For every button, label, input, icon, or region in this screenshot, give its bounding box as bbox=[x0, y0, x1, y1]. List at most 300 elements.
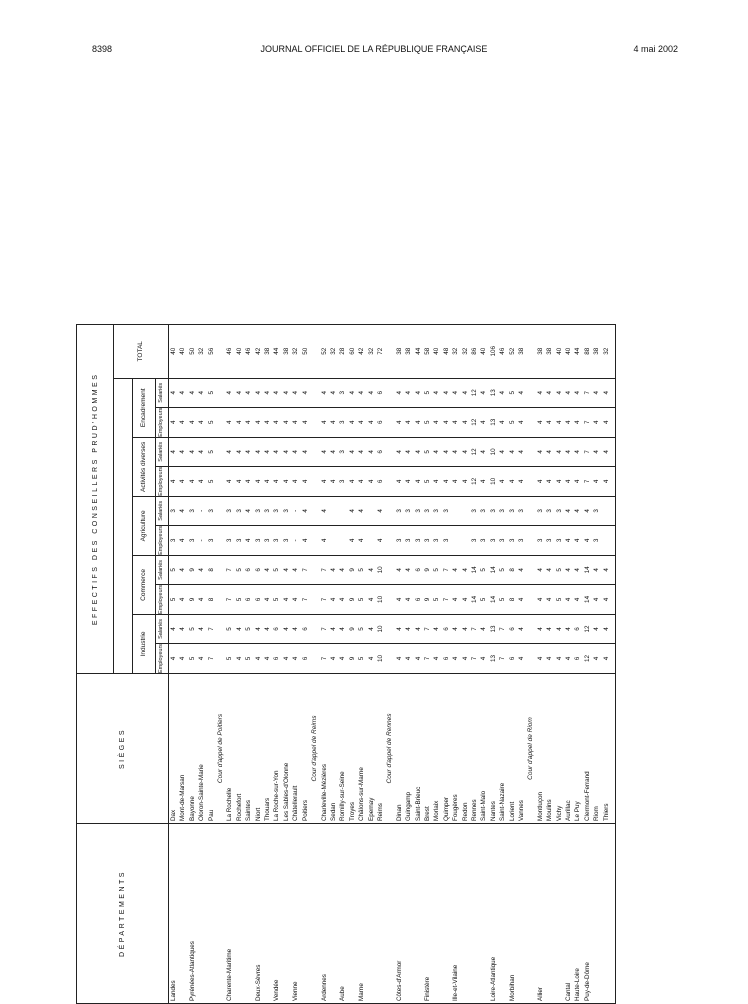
count-cell: 6 bbox=[414, 555, 423, 584]
count-cell: 4 bbox=[602, 437, 611, 466]
total-cell bbox=[526, 324, 535, 378]
count-cell: 6 bbox=[376, 407, 385, 437]
count-cell bbox=[367, 496, 376, 525]
count-cell: 7 bbox=[207, 643, 216, 673]
count-cell: 7 bbox=[583, 437, 592, 466]
count-cell: 3 bbox=[282, 525, 291, 555]
count-cell: 4 bbox=[263, 555, 272, 584]
table-row bbox=[329, 324, 338, 1003]
count-cell: 4 bbox=[367, 466, 376, 496]
count-cell: 6 bbox=[442, 614, 451, 643]
count-cell: 7 bbox=[583, 378, 592, 407]
count-cell: 4 bbox=[498, 437, 507, 466]
total-cell bbox=[385, 324, 394, 378]
count-cell: 4 bbox=[479, 437, 488, 466]
count-cell: 13 bbox=[489, 378, 498, 407]
count-cell: 5 bbox=[479, 584, 488, 614]
count-cell: 3 bbox=[442, 525, 451, 555]
count-cell: 4 bbox=[461, 466, 470, 496]
count-cell: 4 bbox=[254, 643, 263, 673]
count-cell: 4 bbox=[197, 407, 206, 437]
count-cell: 4 bbox=[498, 378, 507, 407]
count-cell: 3 bbox=[272, 496, 281, 525]
count-cell: 4 bbox=[564, 584, 573, 614]
count-cell: 5 bbox=[207, 378, 216, 407]
count-cell: 7 bbox=[442, 555, 451, 584]
count-cell: 12 bbox=[470, 437, 479, 466]
count-cell: 3 bbox=[498, 496, 507, 525]
count-cell: 4 bbox=[564, 643, 573, 673]
count-cell: 4 bbox=[583, 496, 592, 525]
count-cell: 4 bbox=[592, 555, 601, 584]
siege-cell: La Roche-sur-Yon bbox=[272, 674, 281, 824]
section-header-activites-diverses: Activités diverses bbox=[133, 437, 156, 496]
section-header-encadrement: Encadrement bbox=[133, 378, 156, 437]
table-row bbox=[517, 324, 526, 1003]
col-header-effectifs: EFFECTIFS DES CONSEILLERS PRUD'HOMMES bbox=[77, 324, 114, 673]
count-cell: 10 bbox=[376, 555, 385, 584]
count-cell: 4 bbox=[479, 643, 488, 673]
count-cell: 4 bbox=[564, 466, 573, 496]
count-cell: 4 bbox=[178, 643, 187, 673]
count-cell: 4 bbox=[188, 437, 197, 466]
count-cell: 7 bbox=[470, 614, 479, 643]
count-cell: 4 bbox=[244, 496, 253, 525]
count-cell: 3 bbox=[555, 525, 564, 555]
total-cell: 106 bbox=[489, 324, 498, 378]
count-cell: 10 bbox=[489, 437, 498, 466]
count-cell: 4 bbox=[320, 525, 329, 555]
count-cell: 4 bbox=[414, 378, 423, 407]
total-cell: 50 bbox=[301, 324, 310, 378]
total-cell: 40 bbox=[555, 324, 564, 378]
count-cell: 4 bbox=[555, 437, 564, 466]
siege-cell: Saint-Malo bbox=[479, 674, 488, 824]
count-cell: 5 bbox=[207, 437, 216, 466]
departement-cell: Deux-Sèvres bbox=[254, 824, 263, 1004]
count-cell: 4 bbox=[225, 466, 234, 496]
count-cell: 4 bbox=[555, 643, 564, 673]
siege-cell: Epernay bbox=[367, 674, 376, 824]
count-cell: 9 bbox=[348, 555, 357, 584]
siege-cell: Quimper bbox=[442, 674, 451, 824]
count-cell: 12 bbox=[470, 407, 479, 437]
count-cell: 4 bbox=[329, 466, 338, 496]
total-cell: 32 bbox=[451, 324, 460, 378]
col-header-total: TOTAL bbox=[114, 324, 169, 378]
count-cell: 4 bbox=[517, 584, 526, 614]
total-cell: 38 bbox=[404, 324, 413, 378]
total-cell: 72 bbox=[376, 324, 385, 378]
section-header-commerce: Commerce bbox=[133, 555, 156, 614]
count-cell: 6 bbox=[376, 378, 385, 407]
total-cell: 52 bbox=[508, 324, 517, 378]
count-cell: 6 bbox=[508, 643, 517, 673]
siege-cell: Redon bbox=[461, 674, 470, 824]
count-cell: 4 bbox=[291, 555, 300, 584]
departement-cell bbox=[216, 824, 225, 1004]
count-cell: 4 bbox=[602, 584, 611, 614]
table-row bbox=[188, 324, 197, 1003]
count-cell: 5 bbox=[272, 584, 281, 614]
count-cell: 5 bbox=[479, 555, 488, 584]
count-cell: 4 bbox=[235, 614, 244, 643]
count-cell: 4 bbox=[602, 407, 611, 437]
count-cell: 4 bbox=[545, 614, 554, 643]
count-cell: 4 bbox=[348, 496, 357, 525]
count-cell: 3 bbox=[395, 496, 404, 525]
count-cell: 3 bbox=[423, 496, 432, 525]
cour-heading-row bbox=[526, 324, 535, 1003]
count-cell: 6 bbox=[244, 584, 253, 614]
count-cell: 4 bbox=[178, 466, 187, 496]
departement-cell bbox=[470, 824, 479, 1004]
departement-cell: Allier bbox=[536, 824, 545, 1004]
count-cell: 4 bbox=[545, 378, 554, 407]
count-cell: 4 bbox=[197, 614, 206, 643]
total-cell: 38 bbox=[263, 324, 272, 378]
count-cell: 4 bbox=[263, 407, 272, 437]
count-cell: 3 bbox=[338, 466, 347, 496]
count-cell: 4 bbox=[517, 643, 526, 673]
table-row bbox=[348, 324, 357, 1003]
count-cell: 5 bbox=[169, 584, 179, 614]
count-cell bbox=[329, 496, 338, 525]
departement-cell bbox=[207, 824, 216, 1004]
siege-cell: Nantes bbox=[489, 674, 498, 824]
count-cell: 4 bbox=[338, 643, 347, 673]
count-cell: 4 bbox=[498, 466, 507, 496]
count-cell bbox=[216, 378, 225, 407]
count-cell: 4 bbox=[301, 437, 310, 466]
count-cell bbox=[385, 614, 394, 643]
count-cell: 3 bbox=[169, 496, 179, 525]
count-cell bbox=[216, 496, 225, 525]
count-cell: 4 bbox=[169, 378, 179, 407]
count-cell: 10 bbox=[376, 643, 385, 673]
count-cell: 3 bbox=[235, 525, 244, 555]
count-cell: 4 bbox=[461, 407, 470, 437]
count-cell: 4 bbox=[301, 466, 310, 496]
total-cell: 46 bbox=[498, 324, 507, 378]
departement-cell bbox=[432, 824, 441, 1004]
count-cell: 4 bbox=[432, 407, 441, 437]
count-cell: 4 bbox=[263, 614, 272, 643]
count-cell bbox=[385, 643, 394, 673]
count-cell: 4 bbox=[178, 584, 187, 614]
departement-cell bbox=[244, 824, 253, 1004]
count-cell: 4 bbox=[545, 643, 554, 673]
count-cell: 4 bbox=[263, 466, 272, 496]
count-cell: 4 bbox=[188, 378, 197, 407]
table-row bbox=[282, 324, 291, 1003]
total-cell: 40 bbox=[178, 324, 187, 378]
table-bottom-cell bbox=[611, 584, 616, 614]
count-cell: 3 bbox=[338, 437, 347, 466]
count-cell: 4 bbox=[338, 555, 347, 584]
count-cell: 7 bbox=[320, 643, 329, 673]
count-cell: 4 bbox=[545, 555, 554, 584]
count-cell: 4 bbox=[564, 614, 573, 643]
table-bottom-cell bbox=[611, 525, 616, 555]
count-cell: 4 bbox=[461, 614, 470, 643]
count-cell: 4 bbox=[395, 643, 404, 673]
count-cell: 4 bbox=[517, 466, 526, 496]
count-cell: 5 bbox=[423, 407, 432, 437]
table-body bbox=[169, 324, 616, 1003]
count-cell: 5 bbox=[555, 555, 564, 584]
count-cell: 4 bbox=[451, 555, 460, 584]
total-cell: 48 bbox=[442, 324, 451, 378]
count-cell: 4 bbox=[404, 614, 413, 643]
table-row bbox=[583, 324, 592, 1003]
siege-cell: Poitiers bbox=[301, 674, 310, 824]
count-cell: 4 bbox=[564, 525, 573, 555]
departement-cell bbox=[517, 824, 526, 1004]
departement-cell bbox=[367, 824, 376, 1004]
departement-cell bbox=[385, 824, 394, 1004]
count-cell: 8 bbox=[508, 555, 517, 584]
count-cell: 4 bbox=[235, 378, 244, 407]
count-cell: 3 bbox=[536, 496, 545, 525]
count-cell: 5 bbox=[357, 555, 366, 584]
cour-appel-heading: Cour d'appel de Riom bbox=[526, 674, 535, 824]
count-cell: 6 bbox=[442, 643, 451, 673]
count-cell: 4 bbox=[320, 496, 329, 525]
siege-cell: Morlaix bbox=[432, 674, 441, 824]
count-cell: 12 bbox=[470, 466, 479, 496]
count-cell: 6 bbox=[254, 555, 263, 584]
count-cell: 9 bbox=[188, 555, 197, 584]
count-cell: 4 bbox=[517, 555, 526, 584]
count-cell: - bbox=[291, 496, 300, 525]
count-cell: 7 bbox=[320, 614, 329, 643]
siege-cell: Montluçon bbox=[536, 674, 545, 824]
count-cell: 4 bbox=[545, 407, 554, 437]
count-cell: 4 bbox=[320, 437, 329, 466]
count-cell: 5 bbox=[207, 407, 216, 437]
count-cell: 4 bbox=[244, 407, 253, 437]
count-cell: 4 bbox=[169, 466, 179, 496]
count-cell: 4 bbox=[536, 614, 545, 643]
table-bottom-cell bbox=[611, 407, 616, 437]
count-cell bbox=[329, 525, 338, 555]
siege-cell: Châlons-sur-Marne bbox=[357, 674, 366, 824]
count-cell: 4 bbox=[517, 407, 526, 437]
count-cell bbox=[385, 407, 394, 437]
count-cell: 4 bbox=[451, 584, 460, 614]
count-cell: 4 bbox=[178, 525, 187, 555]
departement-cell bbox=[498, 824, 507, 1004]
col-header-sieges: SIÈGES bbox=[77, 674, 169, 824]
count-cell: 5 bbox=[508, 407, 517, 437]
count-cell: 3 bbox=[338, 407, 347, 437]
count-cell: 9 bbox=[188, 584, 197, 614]
table-row bbox=[178, 324, 187, 1003]
total-cell: 40 bbox=[235, 324, 244, 378]
count-cell: 9 bbox=[423, 584, 432, 614]
count-cell: 4 bbox=[178, 555, 187, 584]
count-cell: 4 bbox=[508, 466, 517, 496]
total-cell: 40 bbox=[432, 324, 441, 378]
total-cell: 44 bbox=[272, 324, 281, 378]
table-row bbox=[338, 324, 347, 1003]
count-cell: 9 bbox=[348, 614, 357, 643]
table-row bbox=[508, 324, 517, 1003]
total-cell: 44 bbox=[414, 324, 423, 378]
count-cell: 6 bbox=[376, 437, 385, 466]
count-cell: 7 bbox=[301, 584, 310, 614]
count-cell: 4 bbox=[395, 407, 404, 437]
count-cell: 4 bbox=[169, 614, 179, 643]
count-cell: 3 bbox=[517, 496, 526, 525]
count-cell: 4 bbox=[329, 584, 338, 614]
count-cell: 4 bbox=[338, 584, 347, 614]
count-cell: 4 bbox=[329, 407, 338, 437]
count-cell: 6 bbox=[244, 555, 253, 584]
table-row bbox=[376, 324, 385, 1003]
count-cell bbox=[216, 555, 225, 584]
count-cell: 4 bbox=[282, 437, 291, 466]
total-cell bbox=[216, 324, 225, 378]
count-cell: 4 bbox=[479, 466, 488, 496]
count-cell: 4 bbox=[432, 437, 441, 466]
count-cell bbox=[310, 407, 319, 437]
count-cell: 4 bbox=[263, 378, 272, 407]
count-cell: 4 bbox=[536, 643, 545, 673]
count-cell: 4 bbox=[367, 555, 376, 584]
departement-cell: Pyrénées-Atlantiques bbox=[188, 824, 197, 1004]
count-cell: 7 bbox=[583, 407, 592, 437]
table-row bbox=[244, 324, 253, 1003]
count-cell: 4 bbox=[545, 437, 554, 466]
table-row bbox=[320, 324, 329, 1003]
count-cell: 4 bbox=[404, 378, 413, 407]
siege-cell: Rennes bbox=[470, 674, 479, 824]
count-cell: 4 bbox=[564, 555, 573, 584]
count-cell: 3 bbox=[207, 525, 216, 555]
count-cell: 9 bbox=[348, 584, 357, 614]
count-cell: 4 bbox=[592, 407, 601, 437]
count-cell: 4 bbox=[517, 378, 526, 407]
count-cell bbox=[526, 555, 535, 584]
count-cell: 4 bbox=[367, 614, 376, 643]
siege-cell: Clermont-Ferrand bbox=[583, 674, 592, 824]
total-cell: 38 bbox=[592, 324, 601, 378]
count-cell: 4 bbox=[517, 437, 526, 466]
count-cell: 5 bbox=[235, 555, 244, 584]
siege-cell: Thiers bbox=[602, 674, 611, 824]
count-cell: 4 bbox=[442, 466, 451, 496]
table-row bbox=[395, 324, 404, 1003]
siege-cell: La Rochelle bbox=[225, 674, 234, 824]
count-cell: 4 bbox=[414, 437, 423, 466]
departement-cell: Vienne bbox=[291, 824, 300, 1004]
count-cell: 3 bbox=[395, 525, 404, 555]
count-cell: 3 bbox=[517, 525, 526, 555]
count-cell: 4 bbox=[291, 584, 300, 614]
count-cell: 5 bbox=[508, 378, 517, 407]
count-cell: 4 bbox=[348, 437, 357, 466]
count-cell: 3 bbox=[169, 525, 179, 555]
count-cell: 4 bbox=[225, 437, 234, 466]
count-cell: 4 bbox=[479, 407, 488, 437]
table-row bbox=[272, 324, 281, 1003]
count-cell: 4 bbox=[329, 555, 338, 584]
count-cell: 4 bbox=[414, 466, 423, 496]
count-cell: 8 bbox=[207, 584, 216, 614]
departement-cell bbox=[526, 824, 535, 1004]
total-cell: 38 bbox=[536, 324, 545, 378]
count-cell: 4 bbox=[404, 584, 413, 614]
count-cell bbox=[526, 407, 535, 437]
count-cell: 4 bbox=[272, 407, 281, 437]
count-cell bbox=[526, 496, 535, 525]
siege-cell: Charleville-Mézières bbox=[320, 674, 329, 824]
section-header-agriculture: Agriculture bbox=[133, 496, 156, 555]
total-cell: 32 bbox=[329, 324, 338, 378]
count-cell bbox=[461, 496, 470, 525]
total-cell: 38 bbox=[282, 324, 291, 378]
count-cell bbox=[385, 496, 394, 525]
count-cell bbox=[310, 614, 319, 643]
count-cell: 4 bbox=[338, 614, 347, 643]
count-cell: 3 bbox=[207, 496, 216, 525]
count-cell: 4 bbox=[348, 466, 357, 496]
count-cell: 6 bbox=[254, 584, 263, 614]
count-cell: 4 bbox=[235, 407, 244, 437]
count-cell: 13 bbox=[489, 614, 498, 643]
table-row bbox=[235, 324, 244, 1003]
count-cell: 4 bbox=[461, 437, 470, 466]
section-header-industrie: Industrie bbox=[133, 614, 156, 673]
siege-cell: Aurillac bbox=[564, 674, 573, 824]
siege-cell: Mont-de-Marsan bbox=[178, 674, 187, 824]
count-cell: 3 bbox=[442, 496, 451, 525]
count-cell: 5 bbox=[357, 614, 366, 643]
count-cell: 4 bbox=[178, 614, 187, 643]
count-cell: 3 bbox=[282, 496, 291, 525]
count-cell bbox=[526, 614, 535, 643]
table-row bbox=[263, 324, 272, 1003]
count-cell: 4 bbox=[573, 584, 582, 614]
total-cell: 40 bbox=[169, 324, 179, 378]
total-cell: 28 bbox=[338, 324, 347, 378]
cour-appel-heading: Cour d'appel de Poitiers bbox=[216, 674, 225, 824]
total-cell bbox=[310, 324, 319, 378]
count-cell: 4 bbox=[555, 466, 564, 496]
count-cell: 5 bbox=[188, 614, 197, 643]
cour-heading-row bbox=[216, 324, 225, 1003]
count-cell bbox=[385, 466, 394, 496]
count-cell: 4 bbox=[376, 525, 385, 555]
cour-appel-heading: Cour d'appel de Reims bbox=[310, 674, 319, 824]
departement-cell bbox=[442, 824, 451, 1004]
total-cell: 88 bbox=[583, 324, 592, 378]
count-cell bbox=[451, 496, 460, 525]
total-cell: 40 bbox=[479, 324, 488, 378]
count-cell: 14 bbox=[583, 584, 592, 614]
count-cell: 4 bbox=[479, 378, 488, 407]
departement-cell: Loire-Atlantique bbox=[489, 824, 498, 1004]
count-cell: 4 bbox=[451, 643, 460, 673]
subheader-salaries: Salariés bbox=[156, 614, 169, 643]
count-cell: 3 bbox=[188, 525, 197, 555]
count-cell: 14 bbox=[470, 555, 479, 584]
departement-cell: Puy-de-Dôme bbox=[583, 824, 592, 1004]
table-row bbox=[225, 324, 234, 1003]
count-cell: 4 bbox=[282, 378, 291, 407]
